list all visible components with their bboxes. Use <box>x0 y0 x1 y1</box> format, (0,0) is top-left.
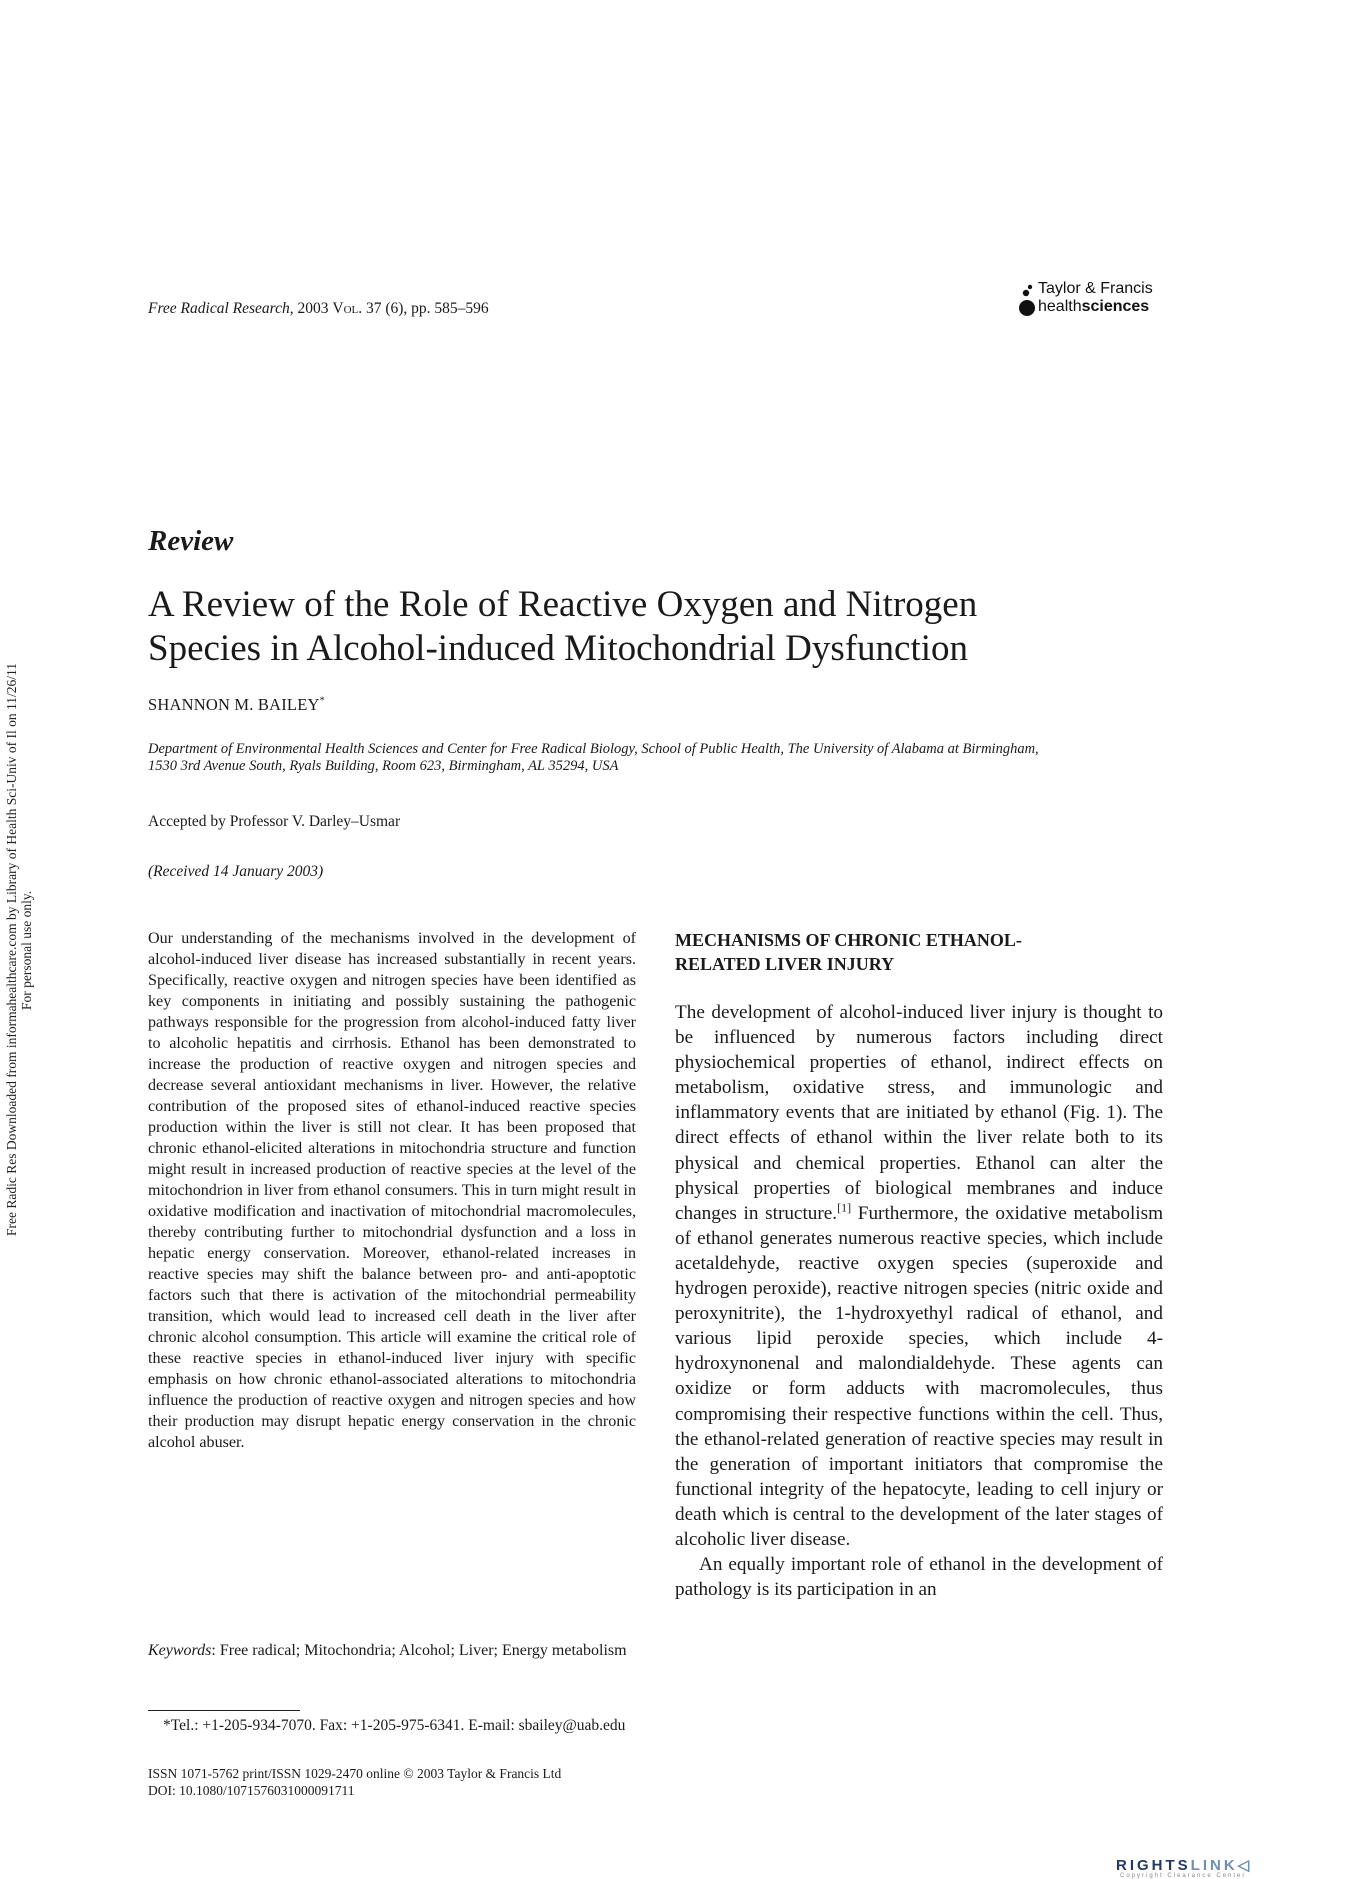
watermark-line-2: For personal use only. <box>19 890 34 1010</box>
publisher-dots-icon <box>1016 284 1036 318</box>
keywords-label: Keywords <box>148 1642 212 1659</box>
rightslink-subtitle: Copyright Clearance Center <box>1120 1873 1247 1879</box>
rightslink-arrow-icon: ◁ <box>1237 1857 1253 1874</box>
rightslink-logo[interactable]: RIGHTSLINK◁ <box>1116 1857 1253 1874</box>
body-paragraph: The development of alcohol-induced liver injury is thought to be influenced by numerous factors including direct physiochemical properties of ethanol, indirect effects on metabolism, oxidative stress, and immunologic and inflammatory events that are initiated by ethanol (Fig. 1). The direct effects of ethanol within the liver relate both to its physical and chemical properties. Ethanol can alter the physical properties of biological membranes and induce changes in structure.[1] Furthermore, the oxidative metabolism of ethanol generates numerous reactive species, which include acetaldehyde, reactive oxygen species (superoxide and hydrogen peroxide), reactive nitrogen species (nitric oxide and peroxynitrite), the 1-hydroxyethyl radical of ethanol, and various lipid peroxide species, which include 4-hydroxynonenal and malondialdehyde. These agents can oxidize or form adducts with macromolecules, thus compromising their respective functions within the cell. Thus, the ethanol-related generation of reactive species may result in the generation of important initiators that compromise the functional integrity of the hepatocyte, leading to cell injury or death which is central to the development of the later stages of alcoholic liver disease. <box>675 1002 1163 1550</box>
publisher-division: healthsciences <box>1038 298 1150 315</box>
author-name: SHANNON M. BAILEY* <box>148 695 325 714</box>
accepted-by: Accepted by Professor V. Darley–Usmar <box>148 813 401 830</box>
received-date: (Received 14 January 2003) <box>148 863 324 880</box>
author-footnote: *Tel.: +1-205-934-7070. Fax: +1-205-975-6341. E-mail: sbailey@uab.edu <box>163 1717 626 1734</box>
issn-line: ISSN 1071-5762 print/ISSN 1029-2470 online © 2003 Taylor & Francis Ltd <box>148 1766 562 1781</box>
issn-doi <box>148 1765 561 1799</box>
keywords-list: : Free radical; Mitochondria; Alcohol; Liver; Energy metabolism <box>211 1642 627 1659</box>
article-type: Review <box>148 525 234 557</box>
watermark-line-1: Free Radic Res Downloaded from informahealthcare.com by Library of Health Sci-Univ of Il on 11/26/11 <box>4 663 19 1237</box>
keywords <box>148 1641 636 1661</box>
journal-vol-label: Vol. <box>332 300 363 317</box>
journal-year: , 2003 <box>289 300 333 317</box>
citation-ref[interactable]: [1] <box>837 1200 852 1215</box>
body-text <box>675 1000 1163 1602</box>
journal-pages: 37 (6), pp. 585–596 <box>362 300 489 317</box>
title-line-1: A Review of the Role of Reactive Oxygen and Nitrogen <box>148 584 978 625</box>
doi-line: DOI: 10.1080/1071576031000091711 <box>148 1783 355 1798</box>
article-title <box>148 583 1208 671</box>
abstract: Our understanding of the mechanisms involved in the development of alcohol-induced liver disease has increased substantially in recent years. Specifically, reactive oxygen and nitrogen species have been identified as key components in initiating and possibly sustaining the pathogenic pathways responsible for the progression from alcohol-induced fatty liver to alcoholic hepatitis and cirrhosis. Ethanol has been demonstrated to increase the production of reactive oxygen and nitrogen species and decrease several antioxidant mechanisms in liver. However, the relative contribution of the proposed sites of ethanol-induced reactive species production within the liver is still not clear. It has been proposed that chronic ethanol-elicited alterations in mitochondria structure and function might result in increased production of reactive species at the level of the mitochondrion in liver from ethanol consumers. This in turn might result in oxidative modification and inactivation of mitochondrial macromolecules, thereby contributing further to mitochondrial dysfunction and a loss in hepatic energy conservation. Moreover, ethanol-related increases in reactive species may shift the balance between pro- and anti-apoptotic factors such that there is activation of the mitochondrial permeability transition, which would lead to increased cell death in the liver after chronic alcohol consumption. This article will examine the critical role of these reactive species in ethanol-induced liver injury with specific emphasis on how chronic ethanol-associated alterations to mitochondria influence the production of reactive oxygen and nitrogen species and how their production may disrupt hepatic energy conservation in the chronic alcohol abuser. <box>148 930 636 1451</box>
journal-name: Free Radical Research <box>148 300 290 317</box>
author-affiliation: Department of Environmental Health Sciences and Center for Free Radical Biology, School of Public Health, The University of Alabama at Birmingham, 1530 3rd Avenue South, Ryals Building, Room 623, Birmingham, AL 35294, USA <box>148 741 1039 774</box>
download-watermark <box>4 590 34 1310</box>
journal-citation <box>148 300 489 318</box>
section-heading: MECHANISMS OF CHRONIC ETHANOL- RELATED LIVER INJURY <box>675 930 1022 974</box>
footnote-divider <box>148 1710 300 1711</box>
publisher-name: Taylor & Francis <box>1038 280 1153 297</box>
title-line-2: Species in Alcohol-induced Mitochondrial Dysfunction <box>148 628 969 669</box>
author-footnote-mark: * <box>319 695 325 707</box>
body-paragraph: An equally important role of ethanol in the development of pathology is its participation in an <box>675 1554 1163 1601</box>
publisher-logo <box>1016 280 1166 320</box>
